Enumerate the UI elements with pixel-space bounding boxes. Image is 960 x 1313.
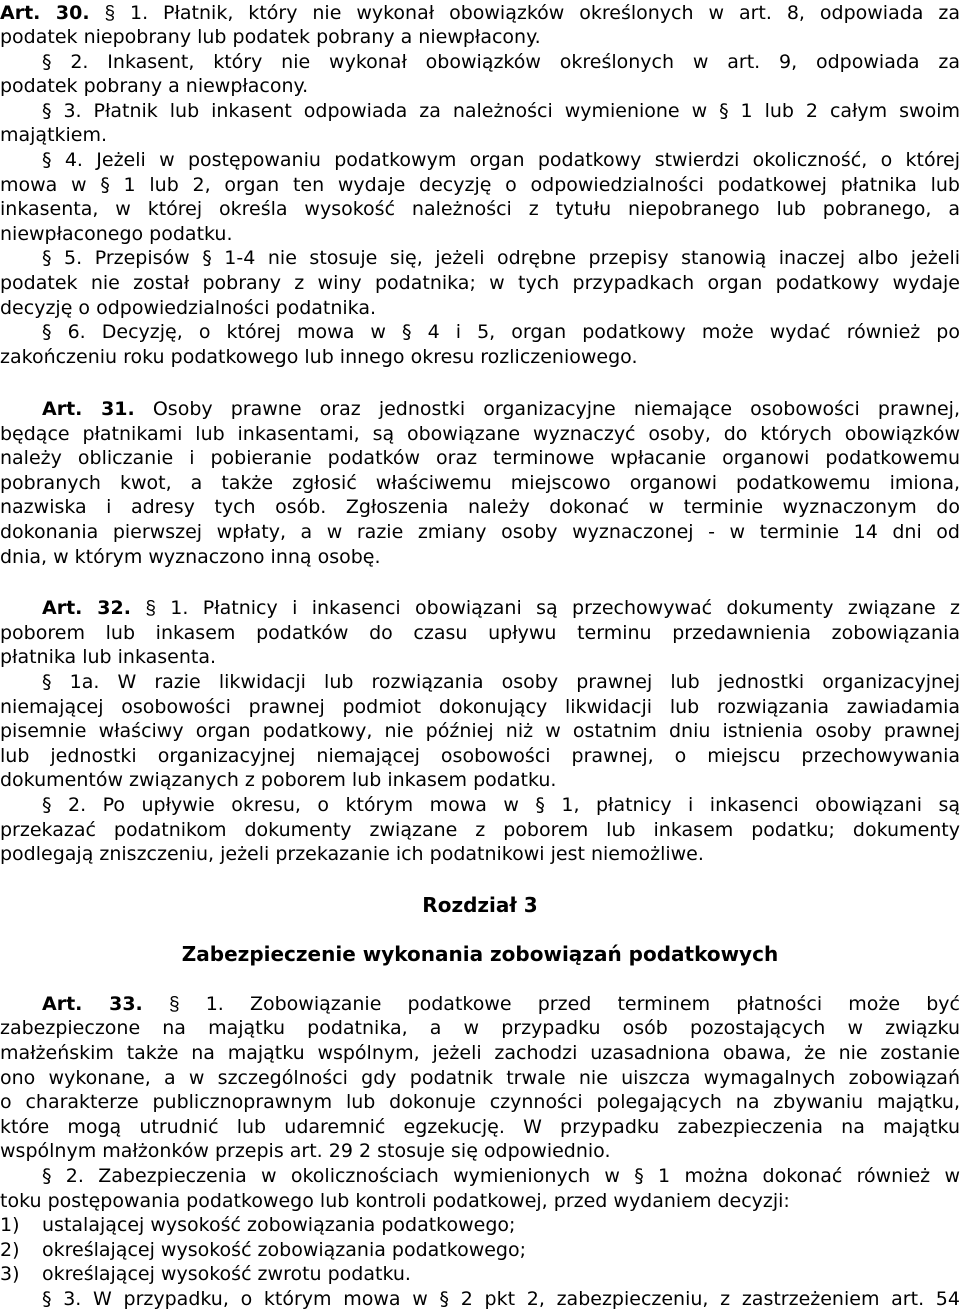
list-item [0, 1262, 960, 1286]
article-heading: Art. 33. [42, 993, 143, 1015]
section-symbol: § [145, 598, 156, 619]
doc-line: pobranych kwot, a także zgłosić właściwemu miejscowo organowi podatkowemu imiona, [0, 472, 960, 494]
doc-line: niemającej osobowości prawnej podmiot dokonujący likwidacji lub rozwiązania zawiadamia [0, 696, 960, 718]
list-number: 3) [0, 1263, 20, 1285]
doc-line: § 2. Inkasent, który nie wykonał obowiązków określonych w art. 9, odpowiada za [42, 51, 960, 73]
doc-line: podlegają zniszczeniu, jeżeli przekazanie ich podatnikowi jest niemożliwe. [0, 843, 704, 865]
doc-line: nazwiska i adresy tych osób. Zgłoszenia należy dokonać w terminie wyznaczonym do [0, 496, 960, 518]
doc-line: wspólnym małżonków przepis art. 29 2 stosuje się odpowiednio. [0, 1140, 611, 1162]
doc-line: niewpłaconego podatku. [0, 223, 233, 245]
list-item [0, 1213, 960, 1237]
doc-line: poborem lub inkasem podatków do czasu upływu terminu przedawnienia zobowiązania [0, 622, 960, 644]
list-item [0, 1238, 960, 1262]
doc-line: które mogą utrudnić lub udaremnić egzekucję. W przypadku zabezpieczenia na majątku [0, 1116, 960, 1138]
doc-line: należy obliczanie i pobieranie podatków oraz terminowe wpłacanie organowi podatkowemu [0, 447, 960, 469]
doc-line: § 3. W przypadku, o którym mowa w § 2 pkt 2, zabezpieczeniu, z zastrzeżeniem art. 54 [42, 1288, 960, 1310]
doc-line: § 2. Zabezpieczenia w okolicznościach wymienionych w § 1 można dokonać również w [42, 1165, 960, 1187]
chapter-title: Rozdział 3 [422, 893, 538, 917]
article-heading: Art. 31. [42, 398, 135, 420]
art-32-line-1: Art. 32. § 1. Płatnicy i inkasenci obowiązani są przechowywać dokumenty związane z [42, 597, 960, 619]
doc-line: § 5. Przepisów § 1-4 nie stosuje się, jeżeli odrębne przepisy stanowią inaczej albo jeżeli [42, 247, 960, 269]
doc-line: decyzję o odpowiedzialności podatnika. [0, 297, 377, 319]
doc-line: podatek pobrany a niewpłacony. [0, 75, 309, 97]
article-heading: Art. 32. [42, 597, 131, 619]
doc-line: dnia, w którym wyznaczono inną osobę. [0, 546, 381, 568]
chapter-subtitle: Zabezpieczenie wykonania zobowiązań podatkowych [181, 942, 779, 966]
art-31-line-1: Art. 31. Osoby prawne oraz jednostki organizacyjne niemające osobowości prawnej, [42, 398, 960, 420]
doc-line: majątkiem. [0, 124, 108, 146]
doc-line: § 3. Płatnik lub inkasent odpowiada za należności wymienione w § 1 lub 2 całym swoim [42, 100, 960, 122]
list-text: określającej wysokość zwrotu podatku. [42, 1263, 411, 1285]
doc-line: zakończeniu roku podatkowego lub innego okresu rozliczeniowego. [0, 346, 638, 368]
doc-line: zabezpieczone na majątku podatnika, a w przypadku osób pozostających w związku [0, 1017, 960, 1039]
doc-line: pisemnie właściwy organ podatkowy, nie później niż w ostatnim dniu istnienia osoby prawnej [0, 720, 960, 742]
doc-line: lub jednostki organizacyjnej niemającej osobowości prawnej, o miejscu przechowywania [0, 745, 960, 767]
doc-line: ono wykonane, a w szczególności gdy podatnik trwale nie uiszcza wymagalnych zobowiązań [0, 1067, 960, 1089]
doc-line: przekazać podatnikom dokumenty związane z poborem lub inkasem podatku; dokumenty [0, 819, 960, 841]
art-33-line-1: Art. 33. § 1. Zobowiązanie podatkowe przed terminem płatności może być [42, 993, 960, 1015]
section-symbol: § [104, 3, 116, 24]
art-30-line-1: Art. 30. § 1. Płatnik, który nie wykonał obowiązków określonych w art. 8, odpowiada za [0, 2, 960, 24]
doc-line: małżeńskim także na majątku wspólnym, jeżeli zachodzi uzasadniona obawa, że nie zostanie [0, 1042, 960, 1064]
doc-line: toku postępowania podatkowego lub kontroli podatkowej, przed wydaniem decyzji: [0, 1190, 790, 1212]
list-text: ustalającej wysokość zobowiązania podatkowego; [42, 1214, 516, 1236]
list-text: określającej wysokość zobowiązania podatkowego; [42, 1239, 527, 1261]
doc-line: mowa w § 1 lub 2, organ ten wydaje decyzję o odpowiedzialności podatkowej płatnika lub [0, 174, 960, 196]
doc-line: § 6. Decyzję, o której mowa w § 4 i 5, organ podatkowy może wydać również po [42, 321, 960, 343]
article-heading: Art. 30. [0, 2, 90, 24]
list-number: 2) [0, 1239, 20, 1261]
section-symbol: § [168, 994, 180, 1015]
doc-line: dokonania pierwszej wpłaty, a w razie zmiany osoby wyznaczonej - w terminie 14 dni od [0, 521, 960, 543]
doc-line: § 4. Jeżeli w postępowaniu podatkowym organ podatkowy stwierdzi okoliczność, o której [42, 149, 960, 171]
doc-line: płatnika lub inkasenta. [0, 646, 217, 668]
doc-line: będące płatnikami lub inkasentami, są obowiązane wyznaczyć osoby, do których obowiązków [0, 423, 960, 445]
doc-line: inkasenta, w której określa wysokość należności z tytułu niepobranego lub pobranego, a [0, 198, 960, 220]
doc-line: podatek niepobrany lub podatek pobrany a niewpłacony. [0, 26, 541, 48]
doc-line: § 1a. W razie likwidacji lub rozwiązania osoby prawnej lub jednostki organizacyjnej [42, 671, 960, 693]
list-number: 1) [0, 1214, 20, 1236]
doc-line: § 2. Po upływie okresu, o którym mowa w § 1, płatnicy i inkasenci obowiązani są [42, 794, 960, 816]
doc-line: podatek nie został pobrany z winy podatnika; w tych przypadkach organ podatkowy wydaje [0, 272, 960, 294]
doc-line: o charakterze publicznoprawnym lub dokonuje czynności polegających na zbywaniu majątku, [0, 1091, 960, 1113]
doc-line: dokumentów związanych z poborem lub inkasem podatku. [0, 769, 557, 791]
